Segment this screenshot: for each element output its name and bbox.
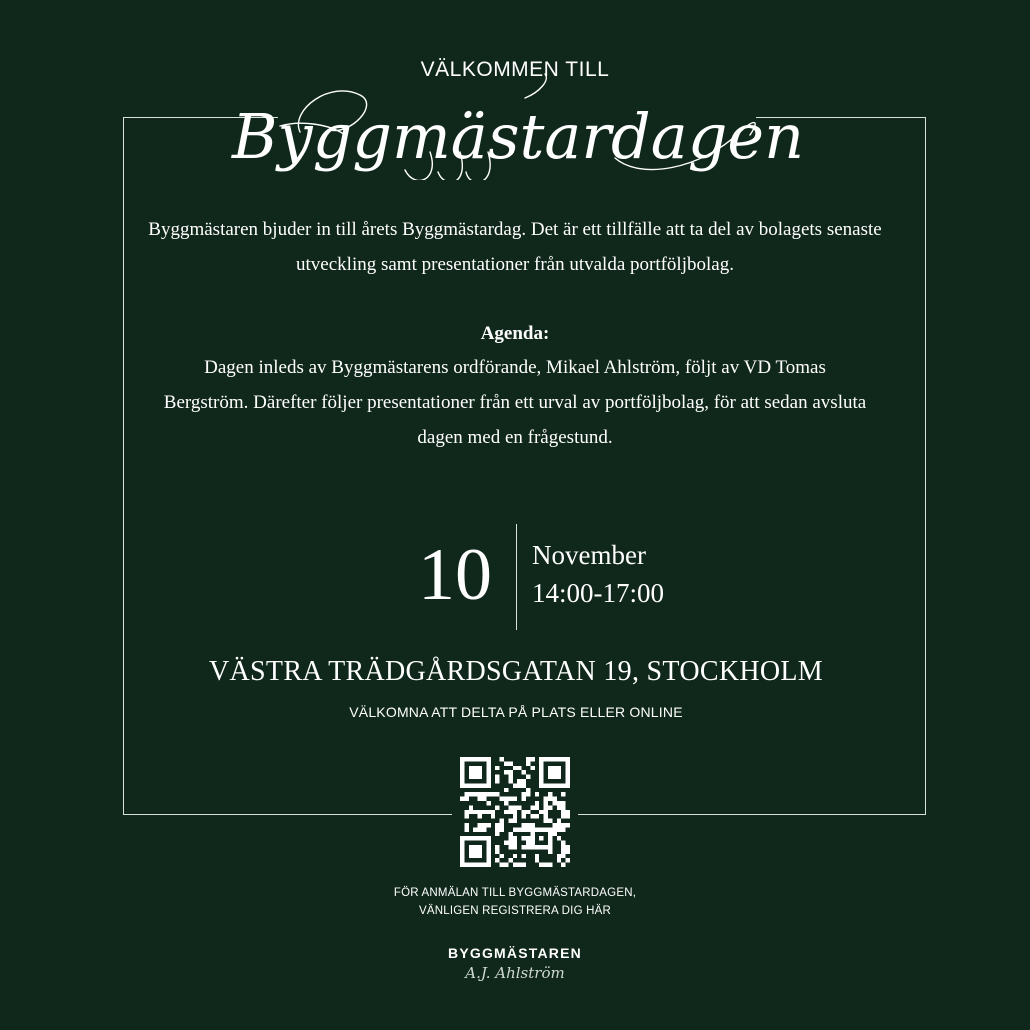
registration-line-1: FÖR ANMÄLAN TILL BYGGMÄSTARDAGEN, [393, 887, 637, 899]
event-title [0, 40, 1030, 180]
brand-signature: A.J. Ahlström [465, 964, 565, 982]
agenda-paragraph: Dagen inleds av Byggmästarens ordförande, Mikael Ahlström, följt av VD Tomas Bergström. Därefter följer presentationer från ett urval av portföljbolag, för att sedan avsluta dagen med en frågestund. [163, 357, 867, 448]
event-month: November [532, 540, 646, 570]
event-address: VÄSTRA TRÄDGÅRDSGATAN 19, STOCKHOLM [209, 656, 823, 687]
event-title-text: Byggmästardagen [231, 100, 805, 173]
attendance-note: VÄLKOMNA ATT DELTA PÅ PLATS ELLER ONLINE [349, 704, 683, 720]
registration-line-2: VÄNLIGEN REGISTRERA DIG HÄR [419, 905, 611, 917]
brand-logo-text: BYGGMÄSTAREN [448, 945, 582, 961]
welcome-heading: VÄLKOMMEN TILL [420, 58, 610, 81]
intro-paragraph: Byggmästaren bjuder in till årets Byggmästardag. Det är ett tillfälle att ta del av bolagets senaste utveckling samt presentationer från utvalda portföljbolag. [148, 219, 882, 275]
date-divider [516, 524, 517, 630]
event-day: 10 [418, 534, 492, 616]
event-time: 14:00-17:00 [532, 578, 664, 608]
registration-text [300, 884, 730, 920]
registration-qr-code[interactable] [459, 757, 571, 867]
agenda-heading: Agenda: [480, 323, 550, 344]
